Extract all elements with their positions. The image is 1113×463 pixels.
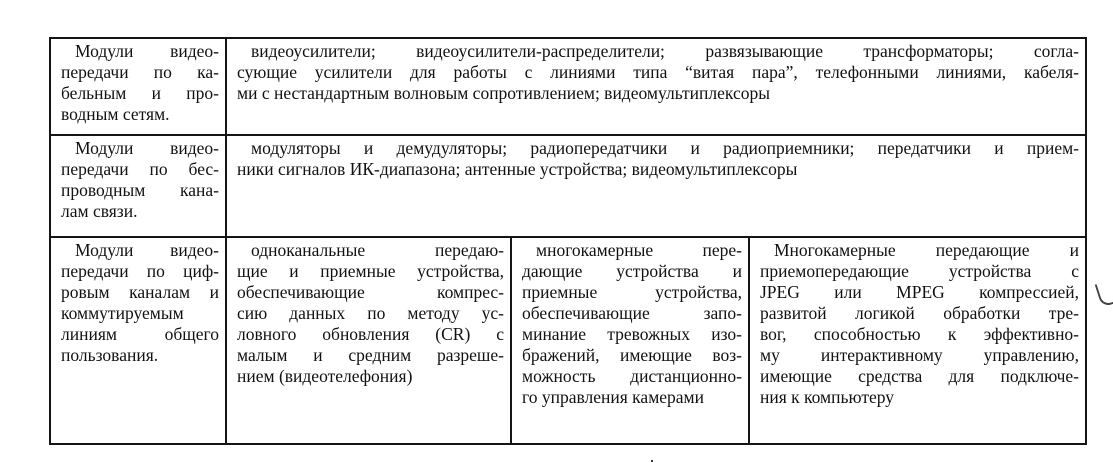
- row-label-line: Модули видео-: [75, 240, 219, 260]
- row-label-line: пользования.: [61, 345, 159, 365]
- cell-line: JPEG или MPEG компрессией,: [760, 282, 1080, 302]
- cell-line: го управления камерами: [522, 387, 704, 407]
- row-label-line: передачи по циф-: [61, 261, 219, 281]
- row-content-line: модуляторы и демудуляторы; радиопередатчики и радиоприемники; передатчики и прием-: [251, 138, 1080, 158]
- cell-line: многокамерные пере-: [536, 240, 742, 260]
- cell-line: приемные устройства,: [522, 282, 742, 302]
- row-content-line: ми с нестандартным волновым сопротивлением; видеомультиплексоры: [237, 83, 770, 103]
- row-content-cell: [226, 135, 1086, 237]
- cell-line: ния к компьютеру: [760, 387, 895, 407]
- row-content-cell: [226, 38, 1086, 135]
- row-content-line: видеоусилители; видеоусилители-распределители; развязывающие трансформаторы; согла-: [251, 41, 1080, 61]
- cell-line: малым и средним разреше-: [237, 345, 504, 365]
- cell-line: одноканальные передаю-: [251, 240, 504, 260]
- row-label-cell: [50, 135, 226, 237]
- cell-line: приемопередающие устройства с: [760, 261, 1080, 281]
- cell-line: нием (видеотелефония): [237, 366, 413, 386]
- row-content-line: сующие усилители для работы с линиями типа “витая пара”, телефонными линиями, кабеля-: [237, 62, 1080, 82]
- cell-line: вог, способностью к эффективно-: [760, 324, 1080, 344]
- cell-line: сию данных по методу ус-: [237, 303, 504, 323]
- row-label-line: коммутируемым: [61, 303, 184, 323]
- row-label-cell: [50, 237, 226, 444]
- row-label-line: лам связи.: [61, 201, 138, 221]
- cell-line: Многокамерные передающие и: [774, 240, 1080, 260]
- cell-line: ловного обновления (CR) с: [237, 324, 504, 344]
- cell-line: минание тревожных изо-: [522, 324, 742, 344]
- table-row: [50, 237, 1086, 444]
- row-label-line: передачи по бес-: [61, 159, 219, 179]
- table-row: [50, 135, 1086, 237]
- cell-line: развитой логикой обработки тре-: [760, 303, 1080, 323]
- document-table: [49, 37, 1087, 445]
- margin-pen-mark: [1095, 280, 1113, 307]
- row-label-line: Модули видео-: [75, 41, 219, 61]
- cell-line: можность дистанционно-: [522, 366, 742, 386]
- cell-line: бражений, имеющие воз-: [522, 345, 742, 365]
- row-content-line: ники сигналов ИК-диапазона; антенные устройства; видеомультиплексоры: [237, 159, 798, 179]
- row-label-line: линиям общего: [61, 324, 219, 344]
- cell-line: му интерактивному управлению,: [760, 345, 1080, 365]
- row-label-line: бельным и про-: [61, 83, 219, 103]
- category-cell-single-channel: [226, 237, 511, 444]
- scan-dust-dot: [651, 460, 653, 462]
- category-cell-multi-camera: [511, 237, 749, 444]
- table-row: [50, 38, 1086, 135]
- cell-line: обеспечивающие компрес-: [237, 282, 504, 302]
- row-label-line: водным сетям.: [61, 104, 170, 124]
- row-label-line: передачи по ка-: [61, 62, 219, 82]
- row-label-line: ровым каналам и: [61, 282, 219, 302]
- cell-line: имеющие средства для подключе-: [760, 366, 1080, 386]
- cell-line: щие и приемные устройства,: [237, 261, 504, 281]
- row-label-line: Модули видео-: [75, 138, 219, 158]
- category-cell-compression: [749, 237, 1086, 444]
- cell-line: дающие устройства и: [522, 261, 742, 281]
- row-label-line: проводным кана-: [61, 180, 219, 200]
- cell-line: обеспечивающие запо-: [522, 303, 742, 323]
- row-label-cell: [50, 38, 226, 135]
